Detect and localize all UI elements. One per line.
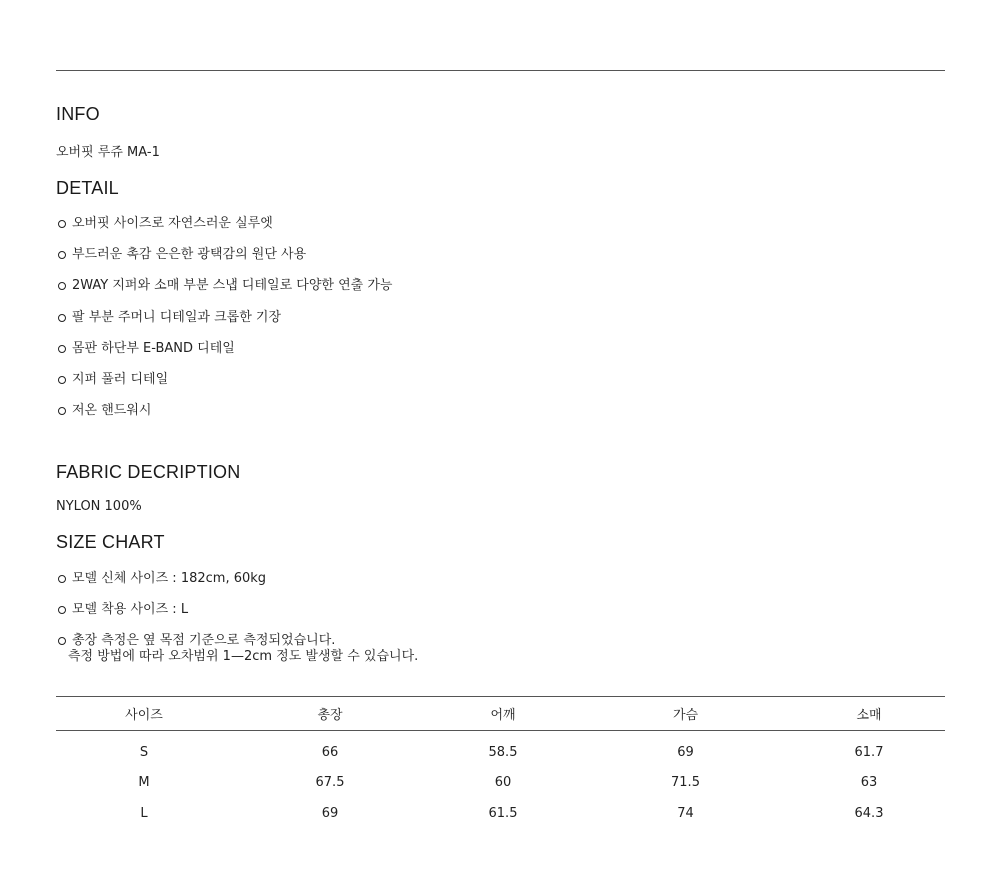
fabric-heading: FABRIC DECRIPTION — [56, 462, 241, 482]
detail-item-text: 지퍼 풀러 디테일 — [72, 371, 169, 387]
circle-bullet-icon — [58, 314, 66, 322]
detail-item-text: 오버핏 사이즈로 자연스러운 실루엣 — [72, 216, 273, 231]
fabric-text: NYLON 100% — [56, 499, 142, 514]
circle-bullet-icon — [58, 282, 66, 290]
table-cell: 69 — [677, 744, 694, 760]
table-cell: M — [138, 775, 150, 791]
detail-heading: DETAIL — [56, 178, 119, 198]
header-cell: 가슴 — [672, 708, 699, 723]
table-cell: 60 — [494, 775, 512, 791]
header-cell: 사이즈 — [125, 708, 163, 723]
table-cell: 71.5 — [671, 775, 700, 791]
circle-bullet-icon — [58, 251, 66, 259]
size-note-text: 총장 측정은 옆 목점 기준으로 측정되었습니다. — [72, 633, 336, 648]
size-chart-heading: SIZE CHART — [56, 532, 165, 552]
table-cell: 63 — [860, 775, 878, 791]
header-cell: 어깨 — [490, 708, 516, 723]
table-row — [56, 798, 945, 829]
circle-bullet-icon — [58, 407, 66, 415]
size-note-text: 모델 신체 사이즈 : 182cm, 60kg — [72, 571, 267, 586]
info-heading: INFO — [56, 104, 100, 124]
header-cell: 총장 — [317, 708, 343, 723]
table-row — [56, 768, 945, 799]
table-cell: S — [139, 744, 149, 760]
circle-bullet-icon — [58, 220, 66, 228]
detail-item-text: 팔 부분 주머니 디테일과 크롭한 기장 — [72, 309, 282, 325]
size-note-text: 모델 착용 사이즈 : L — [72, 602, 189, 617]
detail-item-text: 저온 핸드워시 — [72, 403, 152, 419]
detail-item-text: 2WAY 지퍼와 소매 부분 스냅 디테일로 다양한 연출 가능 — [72, 278, 393, 294]
table-cell: 64.3 — [854, 805, 884, 821]
size-note-text-continued: 측정 방법에 따라 오차범위 1—2cm 정도 발생할 수 있습니다. — [68, 649, 419, 664]
table-header-row — [56, 697, 945, 731]
circle-bullet-icon — [58, 345, 66, 353]
table-cell: 67.5 — [315, 775, 345, 791]
detail-item-text: 부드러운 촉감 은은한 광택감의 원단 사용 — [72, 247, 307, 263]
circle-bullet-icon — [58, 606, 66, 614]
table-cell: L — [140, 805, 148, 821]
top-divider — [56, 70, 945, 71]
table-row — [56, 731, 945, 768]
circle-bullet-icon — [58, 575, 66, 583]
table-cell: 61.7 — [854, 744, 884, 760]
circle-bullet-icon — [58, 637, 66, 645]
table-cell: 66 — [321, 744, 339, 760]
detail-item-text: 몸판 하단부 E-BAND 디테일 — [72, 340, 235, 356]
header-cell: 소매 — [856, 708, 882, 723]
size-table — [56, 696, 945, 829]
table-cell: 69 — [321, 805, 339, 821]
table-cell: 58.5 — [488, 744, 518, 760]
info-text: 오버핏 루쥬 MA-1 — [56, 145, 160, 160]
table-cell: 74 — [677, 805, 694, 821]
circle-bullet-icon — [58, 376, 66, 384]
table-cell: 61.5 — [488, 805, 518, 821]
